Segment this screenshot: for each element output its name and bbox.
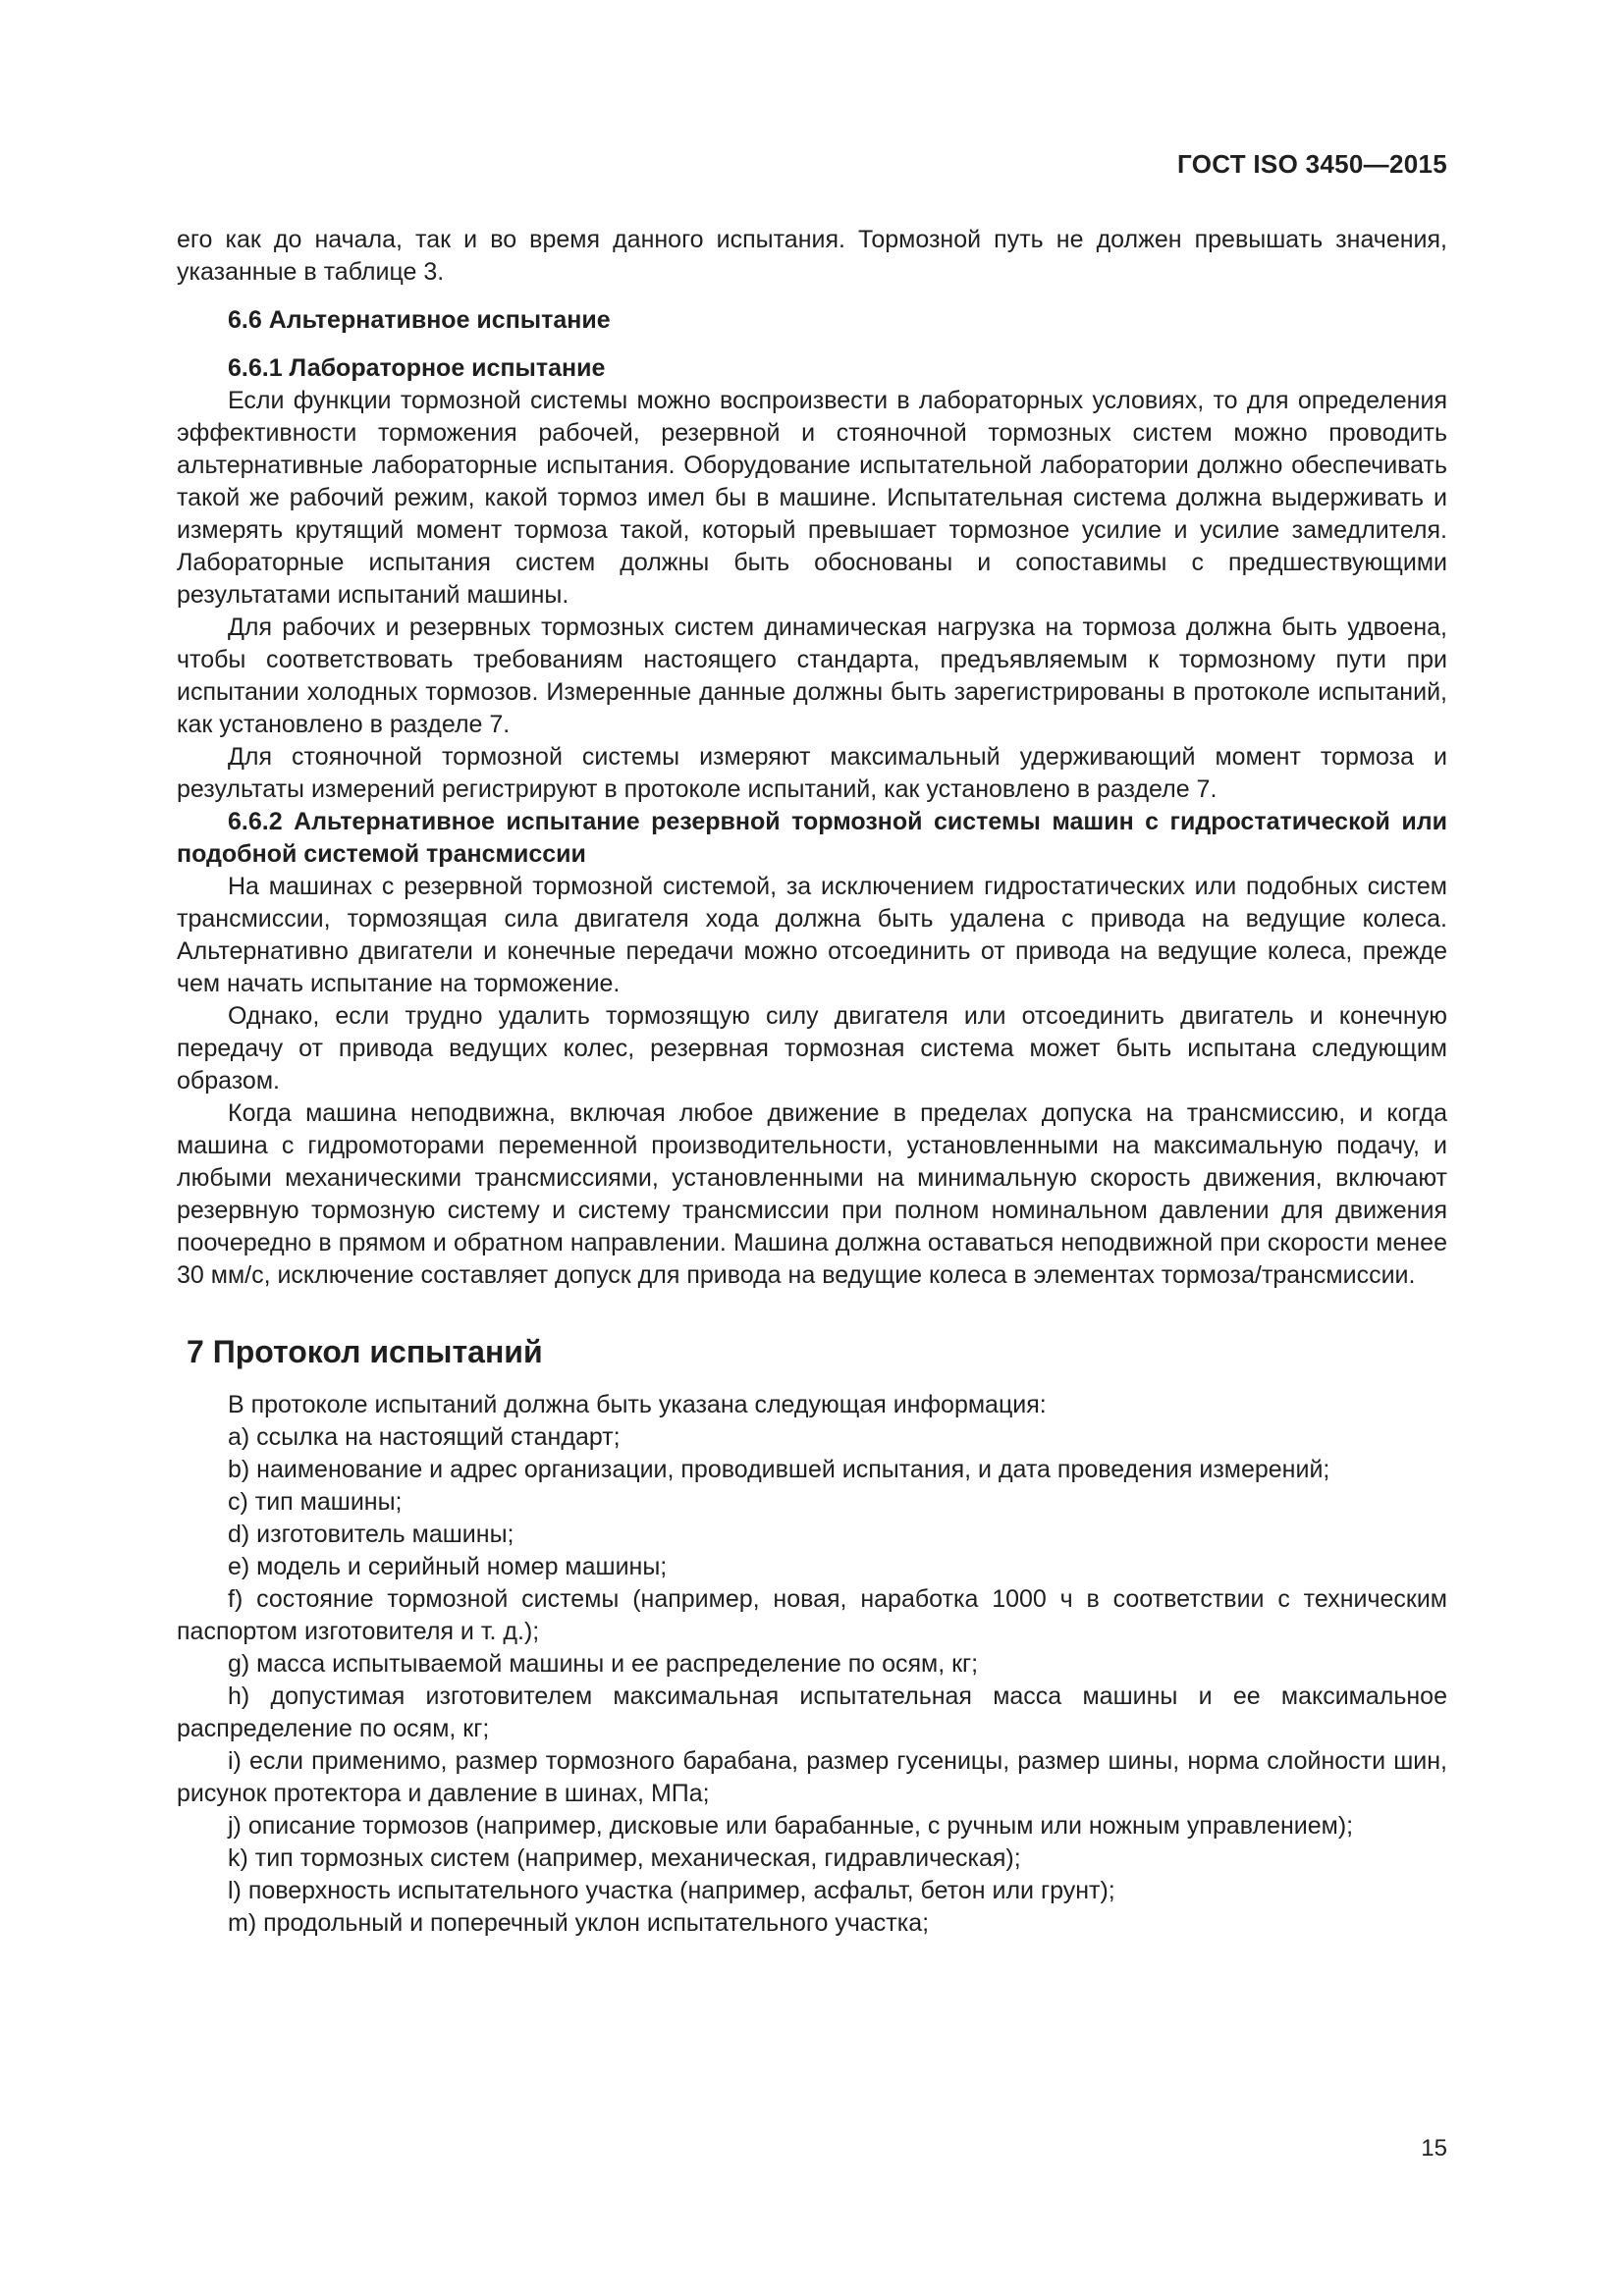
- list-item-k: k) тип тормозных систем (например, механическая, гидравлическая);: [228, 1844, 1021, 1872]
- heading-6-6-2: 6.6.2 Альтернативное испытание резервной тормозной системы машин с гидростатической или подобной системой трансмиссии: [177, 808, 1447, 868]
- list-item-f: f) состояние тормозной системы (например, новая, наработка 1000 ч в соответствии с техническим паспортом изготовителя и т. д.);: [177, 1585, 1447, 1645]
- heading-6-6-1: 6.6.1 Лабораторное испытание: [228, 354, 606, 382]
- list-item-h: h) допустимая изготовителем максимальная испытательная масса машины и ее максимальное распределение по осям, кг;: [177, 1682, 1447, 1742]
- list-item-g: g) масса испытываемой машины и ее распределение по осям, кг;: [228, 1650, 979, 1678]
- list-item-b: b) наименование и адрес организации, проводившей испытания, и дата проведения измерений;: [228, 1456, 1330, 1483]
- list-item-e: e) модель и серийный номер машины;: [228, 1553, 668, 1580]
- heading-6-6: 6.6 Альтернативное испытание: [228, 306, 611, 334]
- paragraph-6-6-2-stationary: Когда машина неподвижна, включая любое движение в пределах допуска на трансмиссию, и когда машина с гидромоторами переменной производительности, установленными на максимальную подачу, и любыми механическими трансмиссиями, установленными на минимальную скорость движения, включают резервную тормозную систему и систему трансмиссии при полном номинальном давлении для движения поочередно в прямом и обратном направлении. Машина должна оставаться неподвижной при скорости менее 30 мм/с, исключение составляет допуск для привода на ведущие колеса в элементах тормоза/трансмиссии.: [177, 1099, 1447, 1289]
- list-item-a: a) ссылка на настоящий стандарт;: [228, 1423, 621, 1451]
- paragraph-7-intro: В протоколе испытаний должна быть указана следующая информация:: [228, 1391, 1047, 1418]
- paragraph-6-6-1-parking-brake: Для стояночной тормозной системы измеряют максимальный удерживающий момент тормоза и результаты измерений регистрируют в протоколе испытаний, как установлено в разделе 7.: [177, 743, 1447, 803]
- paragraph-6-6-1-dynamic-load: Для рабочих и резервных тормозных систем динамическая нагрузка на тормоза должна быть удвоена, чтобы соответствовать требованиям настоящего стандарта, предъявляемым к тормозному пути при испытании холодных тормозов. Измеренные данные должны быть зарегистрированы в протоколе испытаний, как установлено в разделе 7.: [177, 614, 1447, 738]
- heading-7-test-report: 7 Протокол испытаний: [187, 1334, 543, 1369]
- list-item-d: d) изготовитель машины;: [228, 1521, 514, 1548]
- list-item-m: m) продольный и поперечный уклон испытательного участка;: [228, 1909, 930, 1937]
- paragraph-6-6-2-alternative: Однако, если трудно удалить тормозящую силу двигателя или отсоединить двигатель и конечную передачу от привода ведущих колес, резервная тормозная система может быть испытана следующим образом.: [177, 1002, 1447, 1095]
- page-number: 15: [1421, 2135, 1447, 2162]
- paragraph-6-6-1-lab-conditions: Если функции тормозной системы можно воспроизвести в лабораторных условиях, то для определения эффективности торможения рабочей, резервной и стояночной тормозных систем можно проводить альтернативные лабораторные испытания. Оборудование испытательной лаборатории должно обеспечивать такой же рабочий режим, какой тормоз имел бы в машине. Испытательная система должна выдерживать и измерять крутящий момент тормоза такой, который превышает тормозное усилие и усилие замедлителя. Лабораторные испытания систем должны быть обоснованы и сопоставимы с предшествующими результатами испытаний машины.: [177, 387, 1447, 609]
- paragraph-6-6-2-secondary-brake: На машинах с резервной тормозной системой, за исключением гидростатических или подобных систем трансмиссии, тормозящая сила двигателя хода должна быть удалена с привода на ведущие колеса. Альтернативно двигатели и конечные передачи можно отсоединить от привода на ведущие колеса, прежде чем начать испытание на торможение.: [177, 873, 1447, 997]
- document-code-header: ГОСТ ISO 3450—2015: [1177, 149, 1447, 179]
- paragraph-intro: его как до начала, так и во время данного испытания. Тормозной путь не должен превышать значения, указанные в таблице 3.: [177, 226, 1447, 286]
- list-item-j: j) описание тормозов (например, дисковые или барабанные, с ручным или ножным управлением);: [228, 1812, 1354, 1840]
- list-item-c: c) тип машины;: [228, 1488, 403, 1516]
- list-item-i: i) если применимо, размер тормозного барабана, размер гусеницы, размер шины, норма слойности шин, рисунок протектора и давление в шинах, МПа;: [177, 1747, 1447, 1807]
- list-item-l: l) поверхность испытательного участка (например, асфальт, бетон или грунт);: [228, 1877, 1115, 1904]
- page-body: [177, 224, 1447, 1940]
